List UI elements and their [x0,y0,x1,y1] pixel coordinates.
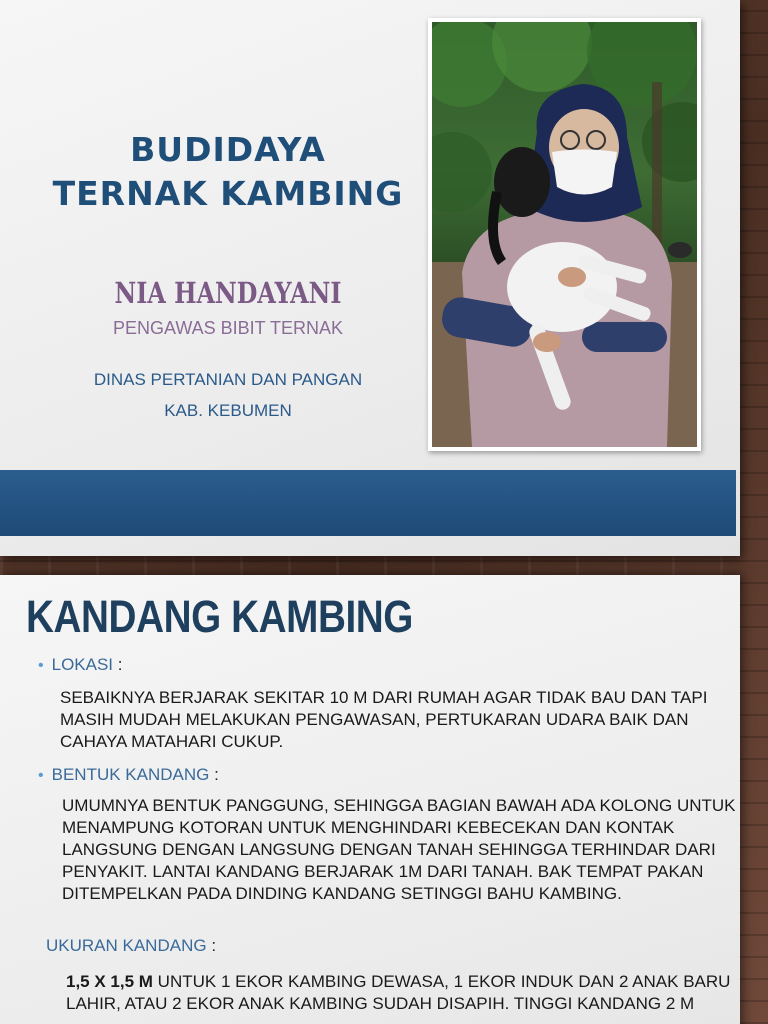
presenter-photo-frame [428,18,701,451]
bullet-ukuran-kandang [46,936,216,956]
ukuran-kandang-paragraph [66,971,740,1015]
ukuran-description: UNTUK 1 EKOR KAMBING DEWASA, 1 EKOR INDUK DAN 2 ANAK BARU LAHIR, ATAU 2 EKOR ANAK KAMBING SUDAH DISAPIH. TINGGI KANDANG 2 M [66,972,731,1013]
bullet-colon: : [206,936,217,955]
lokasi-paragraph: SEBAIKNYA BERJARAK SEKITAR 10 M DARI RUMAH AGAR TIDAK BAU DAN TAPI MASIH MUDAH MELAKUKAN PENGAWASAN, PERTUKARAN UDARA BAIK DAN CAHAYA MATAHARI CUKUP. [60,688,708,751]
author-name: NIA HANDAYANI [114,276,342,310]
bullet-dot-icon: • [38,657,44,674]
title-slide-accent-band [0,470,736,536]
bullet-colon: : [209,765,219,784]
ukuran-size-value: 1,5 X 1,5 M [66,972,153,991]
title-line-1: BUDIDAYA [130,130,326,169]
author-role: PENGAWAS BIBIT TERNAK [112,318,344,338]
bullet-label: UKURAN KANDANG [46,936,207,955]
organization-line-1: DINAS PERTANIAN DAN PANGAN [93,370,363,389]
bullet-lokasi [38,655,122,675]
bullet-dot-icon: • [38,767,44,784]
slide-title [30,128,426,216]
bullet-label: BENTUK KANDANG [51,765,210,784]
bullet-label: LOKASI [51,655,114,674]
bentuk-kandang-paragraph: UMUMNYA BENTUK PANGGUNG, SEHINGGA BAGIAN BAWAH ADA KOLONG UNTUK MENAMPUNG KOTORAN UNTUK MENGHINDARI KEBECEKAN DAN KONTAK LANGSUNG DENGAN LANGSUNG DENGAN TANAH SEHINGGA TERHINDAR DARI PENYAKIT. LANTAI KANDANG BERJARAK 1M DARI TANAH. BAK TEMPAT PAKAN DITEMPELKAN PADA DINDING KANDANG SETINGGI BAHU KAMBING. [62,796,736,903]
bullet-bentuk-kandang [38,765,219,785]
photo-illustration [432,22,697,447]
content-slide [0,575,740,1024]
person-holding-goat-photo [432,22,697,447]
bullet-colon: : [113,655,123,674]
title-line-2: TERNAK KAMBING [52,174,404,213]
slide-heading: KANDANG KAMBING [26,591,413,642]
organization-line-2: KAB. KEBUMEN [164,401,292,420]
